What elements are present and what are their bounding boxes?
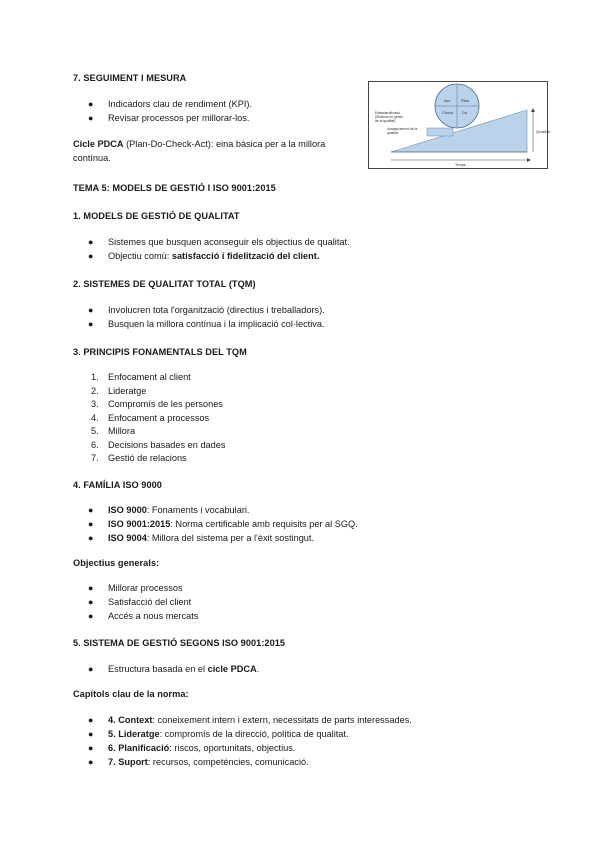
principle-item: Enfocament a processos <box>108 412 210 423</box>
diagram-left-label-2: (Sistema de gestió <box>375 115 404 119</box>
bullet-icon: ● <box>88 597 94 607</box>
chapter-rest: : compromís de la direcció, política de qualitat. <box>159 729 349 739</box>
s1-bullet-2-pre: Objectiu comú: <box>108 251 172 261</box>
iso-item-bold: ISO 9004 <box>108 533 147 543</box>
iso-item-bold: ISO 9000 <box>108 505 147 515</box>
chapter-rest: : recursos, competències, comunicació. <box>147 757 309 767</box>
bullet-icon: ● <box>88 715 94 725</box>
diagram-left-label-1: Estandardització <box>375 111 401 115</box>
wheel-plan: Plan <box>461 98 470 103</box>
diagram-mid-label-2: qualitat <box>387 131 398 135</box>
wheel-check: Check <box>442 110 454 115</box>
chapter-item <box>108 743 295 753</box>
quality-arrow-head <box>531 108 535 112</box>
section-7-title: 7. SEGUIMENT I MESURA <box>73 73 187 83</box>
iso-item-bold: ISO 9001:2015 <box>108 519 171 529</box>
chapter-rest: : coneixement intern i extern, necessitats de parts interessades. <box>152 715 412 725</box>
diagram-left-label-3: de la qualitat) <box>375 119 396 123</box>
iso-item <box>108 533 314 543</box>
s5-b1-post: . <box>256 664 260 674</box>
s1-bullet-2-bold: satisfacció i fidelització del client. <box>171 251 320 261</box>
time-arrow-head <box>527 158 531 162</box>
bullet-icon: ● <box>88 611 94 621</box>
principle-item: Gestió de relacions <box>108 453 187 463</box>
iso-item <box>108 505 249 515</box>
diagram-bottom-label: Temps <box>455 163 466 167</box>
chapter-bold: 4. Context <box>108 715 153 725</box>
bullet-icon: ● <box>88 305 94 315</box>
s2-bullet-2: Busquen la millora contínua i la implicació col·lectiva. <box>108 319 325 329</box>
diagram-right-label: Qualitat <box>536 129 550 134</box>
bullet-icon: ● <box>88 319 94 329</box>
s2-bullet-1: Involucren tota l'organització (directius i treballadors). <box>108 305 325 315</box>
list-number: 7. <box>91 453 99 463</box>
chapter-item <box>108 757 309 767</box>
pdca-ramp-diagram <box>368 81 548 169</box>
iso-item-rest: : Norma certificable amb requisits per al SGQ. <box>170 519 358 529</box>
iso-item-rest: : Millora del sistema per a l'èxit sostingut. <box>146 533 315 543</box>
list-number: 5. <box>91 426 99 436</box>
pdca-rest-2: contínua. <box>73 152 111 163</box>
tema5-title: TEMA 5: MODELS DE GESTIÓ I ISO 9001:2015 <box>73 183 276 193</box>
principle-item: Enfocament al client <box>108 372 191 382</box>
list-number: 1. <box>91 372 99 382</box>
chapter-bold: 6. Planificació <box>108 743 170 753</box>
bullet-icon: ● <box>88 664 94 674</box>
bullet-icon: ● <box>88 237 94 247</box>
bullet-icon: ● <box>88 113 94 123</box>
chapter-rest: : riscos, oportunitats, objectius. <box>169 743 296 753</box>
chapter-bold: 5. Lideratge <box>108 729 160 739</box>
principle-item: Millora <box>108 426 136 436</box>
bullet-icon: ● <box>88 251 94 261</box>
pdca-bold: Cicle PDCA <box>73 139 124 149</box>
bullet-icon: ● <box>88 99 94 109</box>
section-5-title: 5. SISTEMA DE GESTIÓ SEGONS ISO 9001:2015 <box>73 638 286 648</box>
wedge-block <box>427 128 453 136</box>
goals-title: Objectius generals: <box>73 558 160 568</box>
pdca-ramp-svg <box>369 82 550 168</box>
principle-item: Compromís de les persones <box>108 399 223 409</box>
s1-bullet-1: Sistemes que busquen aconseguir els objectius de qualitat. <box>108 237 350 247</box>
diagram-mid-label-1: Assegurament de la <box>387 127 418 131</box>
goal-item: Accés a nous mercats <box>108 611 199 621</box>
s7-bullet-2: Revisar processos per millorar-los. <box>108 113 250 123</box>
pdca-paragraph <box>73 138 353 165</box>
section-3-title: 3. PRINCIPIS FONAMENTALS DEL TQM <box>73 347 247 357</box>
section-1-title: 1. MODELS DE GESTIÓ DE QUALITAT <box>73 211 240 221</box>
section-2-title: 2. SISTEMES DE QUALITAT TOTAL (TQM) <box>73 279 256 289</box>
chapters-title: Capítols clau de la norma: <box>73 689 189 699</box>
chapter-item <box>108 715 412 725</box>
s5-bullet-1 <box>108 664 259 674</box>
chapter-bold: 7. Suport <box>108 757 148 767</box>
wheel-do: Do <box>462 110 468 115</box>
s5-b1-pre: Estructura basada en el <box>108 664 208 674</box>
s1-bullet-2 <box>108 251 319 261</box>
wheel-act: Act <box>444 98 450 103</box>
list-number: 2. <box>91 385 99 396</box>
pdca-rest-1: (Plan-Do-Check-Act): eina bàsica per a la millora <box>123 139 326 149</box>
principle-item: Lideratge <box>108 385 147 396</box>
goal-item: Millorar processos <box>108 583 183 593</box>
s5-b1-bold: cicle PDCA <box>207 664 257 674</box>
list-number: 3. <box>91 399 99 409</box>
bullet-icon: ● <box>88 729 94 739</box>
bullet-icon: ● <box>88 519 94 529</box>
list-number: 4. <box>91 412 99 423</box>
iso-item-rest: : Fonaments i vocabulari. <box>146 505 250 515</box>
list-number: 6. <box>91 439 99 450</box>
bullet-icon: ● <box>88 533 94 543</box>
s7-bullet-1: Indicadors clau de rendiment (KPI). <box>108 99 253 109</box>
bullet-icon: ● <box>88 505 94 515</box>
goal-item: Satisfacció del client <box>108 597 192 607</box>
bullet-icon: ● <box>88 743 94 753</box>
chapter-item <box>108 729 349 739</box>
section-4-title: 4. FAMÍLIA ISO 9000 <box>73 480 162 490</box>
bullet-icon: ● <box>88 757 94 767</box>
bullet-icon: ● <box>88 583 94 593</box>
principle-item: Decisions basades en dades <box>108 439 226 450</box>
iso-item <box>108 519 358 529</box>
